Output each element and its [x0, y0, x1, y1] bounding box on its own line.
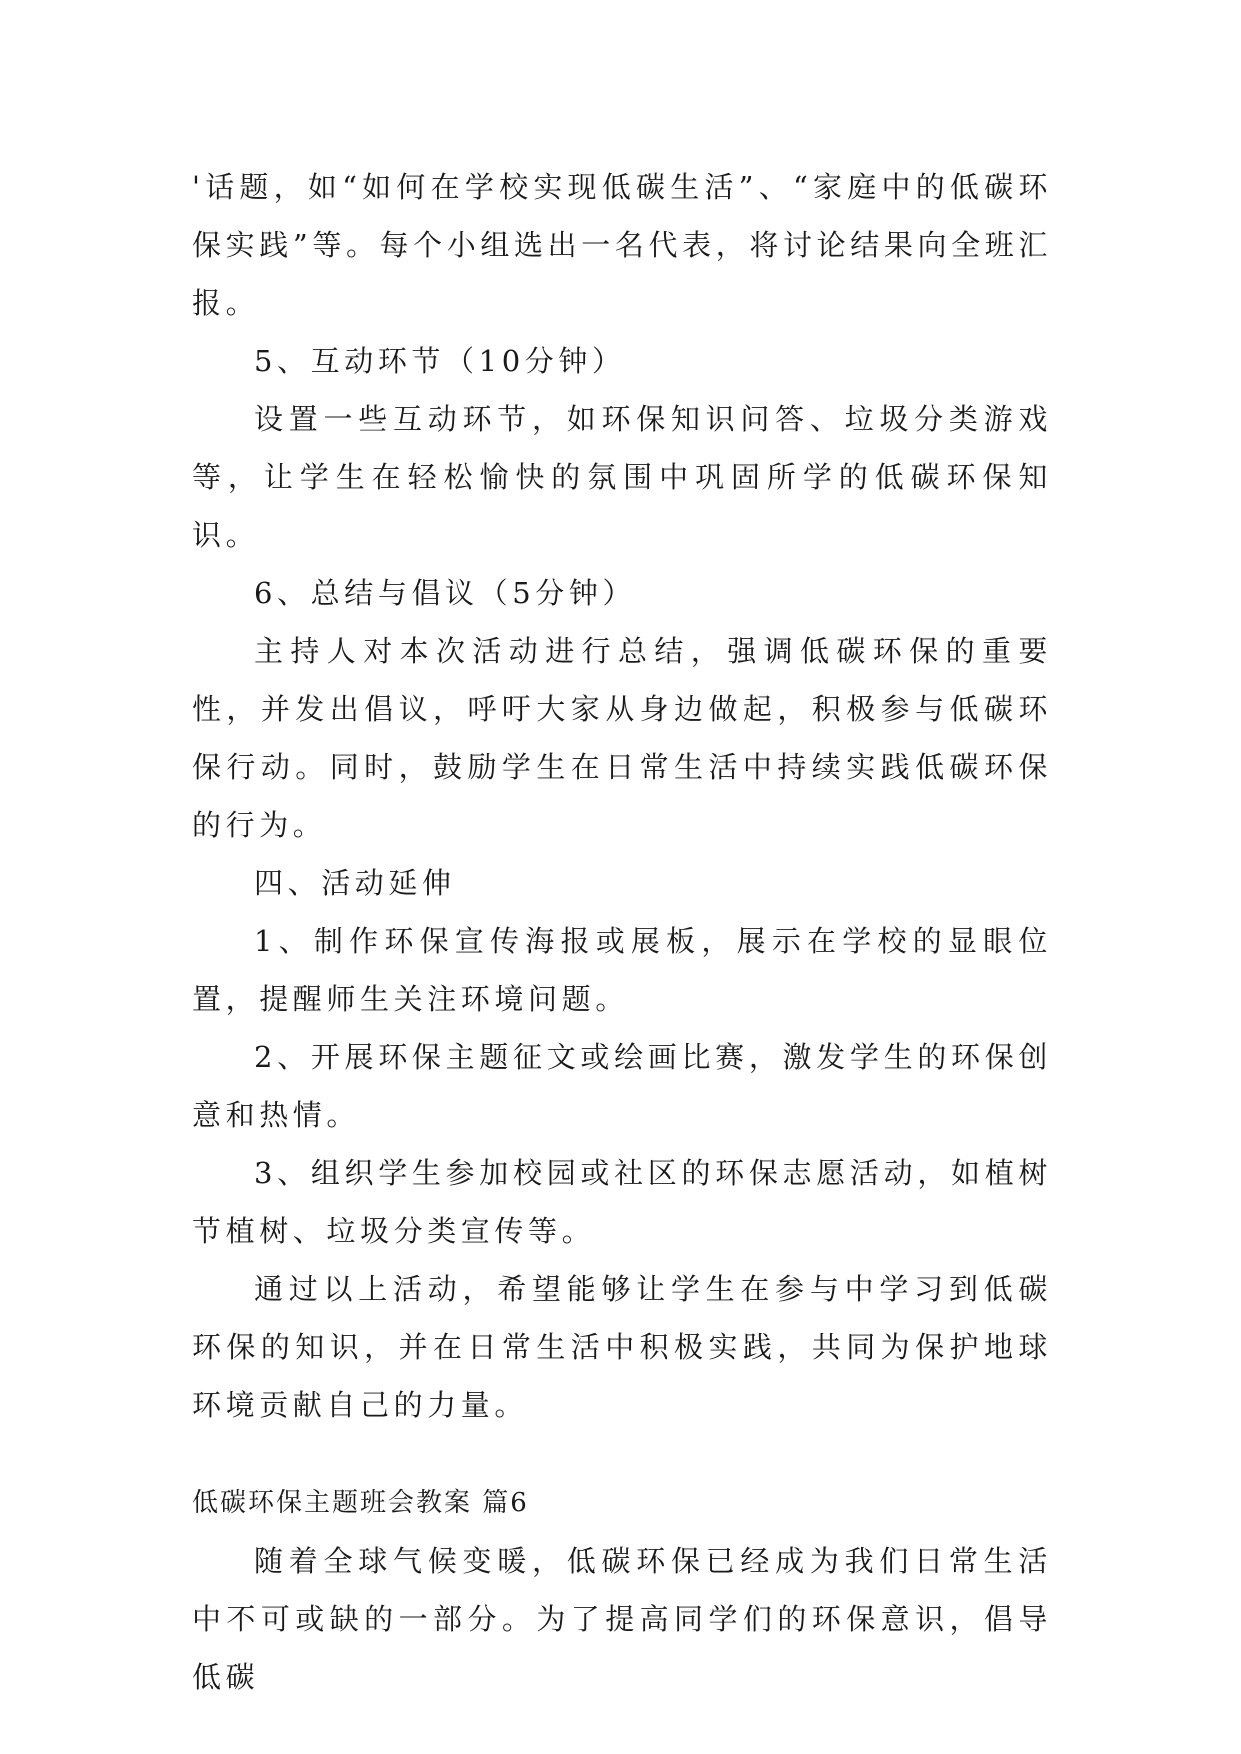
extension-item-3: 3、组织学生参加校园或社区的环保志愿活动，如植树节植树、垃圾分类宣传等。 [192, 1156, 1052, 1248]
paragraph-continuation: '话题，如“如何在学校实现低碳生活”、“家庭中的低碳环保实践”等。每个小组选出一名代表，将讨论结果向全班汇报。 [192, 170, 1052, 320]
paragraph-conclusion: 通过以上活动，希望能够让学生在参与中学习到低碳环保的知识，并在日常生活中积极实践，共同为保护地球环境贡献自己的力量。 [192, 1272, 1052, 1422]
section-title: 低碳环保主题班会教案 篇6 [192, 1488, 529, 1518]
item-summary-heading: 6、总结与倡议（5分钟） [254, 576, 637, 610]
item-interaction-heading: 5、互动环节（10分钟） [254, 344, 626, 378]
document-page [192, 158, 1052, 1706]
paragraph-interaction: 设置一些互动环节，如环保知识问答、垃圾分类游戏等，让学生在轻松愉快的氛围中巩固所学的低碳环保知识。 [192, 402, 1052, 552]
extension-item-2: 2、开展环保主题征文或绘画比赛，激发学生的环保创意和热情。 [192, 1040, 1052, 1132]
paragraph-section-intro: 随着全球气候变暖，低碳环保已经成为我们日常生活中不可或缺的一部分。为了提高同学们的环保意识，倡导低碳 [192, 1544, 1052, 1694]
section-extension-heading: 四、活动延伸 [254, 866, 456, 900]
paragraph-summary: 主持人对本次活动进行总结，强调低碳环保的重要性，并发出倡议，呼吁大家从身边做起，积极参与低碳环保行动。同时，鼓励学生在日常生活中持续实践低碳环保的行为。 [192, 634, 1052, 842]
extension-item-1: 1、制作环保宣传海报或展板，展示在学校的显眼位置，提醒师生关注环境问题。 [192, 924, 1052, 1016]
